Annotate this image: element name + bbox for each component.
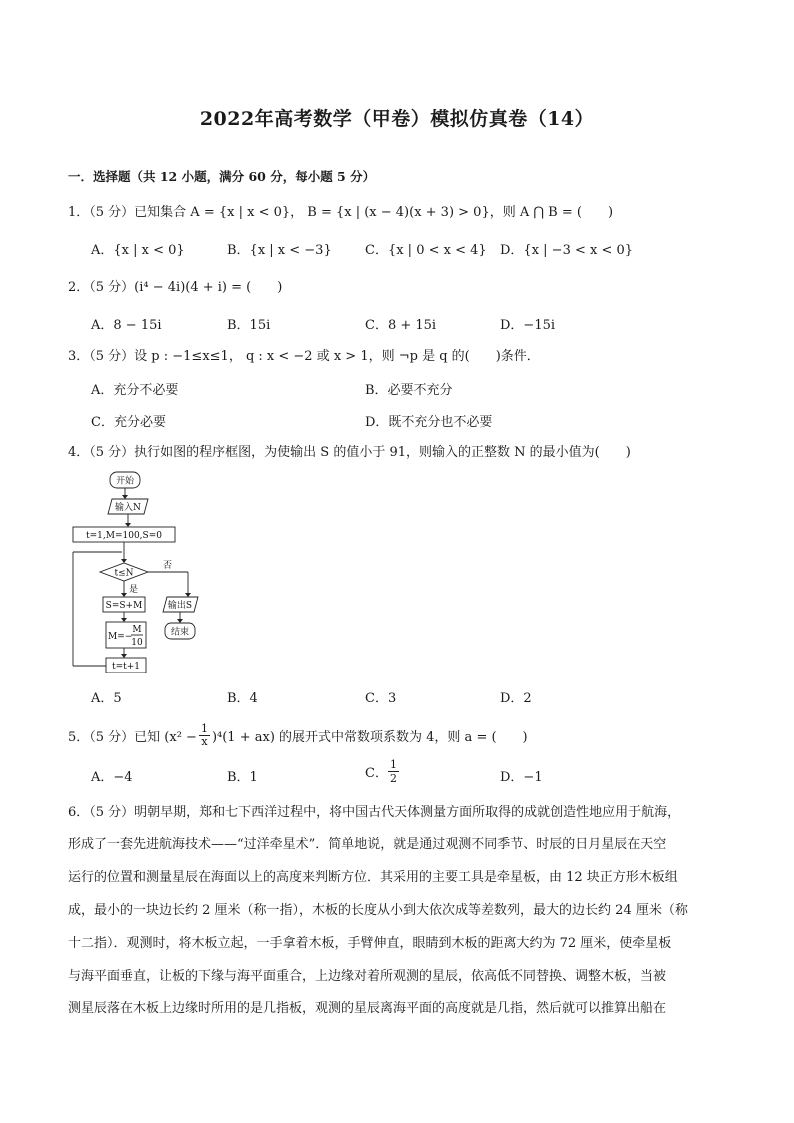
flowchart-step3-label: t=t+1: [111, 662, 141, 672]
flowchart-input-label: 输入N: [115, 503, 141, 513]
question-3-option-d: D．既不充分也不必要: [365, 415, 493, 430]
question-3-option-c: C．充分必要: [91, 415, 166, 430]
question-1-option-b: B．{x | x < −3}: [227, 243, 332, 258]
flowchart-init-label: t=1,M=100,S=0: [86, 531, 162, 541]
flowchart-decision-label: t≤N: [114, 568, 134, 579]
question-2-option-c: C．8 + 15i: [365, 318, 437, 333]
flowchart-no-label: 否: [163, 561, 173, 571]
question-3-stem: 3．（5 分）设 p : −1≤x≤1， q : x < −2 或 x > 1，则 ¬p 是 q 的( )条件．: [68, 349, 540, 364]
question-5-option-a: A．−4: [91, 770, 133, 785]
flowchart-output-label: 输出S: [167, 601, 193, 611]
flowchart-end-label: 结束: [170, 627, 190, 638]
question-2-option-d: D．−15i: [500, 318, 556, 333]
question-1-option-c: C．{x | 0 < x < 4}: [365, 243, 487, 258]
section-heading: 一．选择题（共 12 小题，满分 60 分，每小题 5 分）: [68, 169, 376, 184]
question-6-line-6: 与海平面垂直，让板的下缘与海平面重合，上边缘对着所观测的星辰，依高低不同替换、调整木板，当被: [68, 969, 667, 984]
question-5-option-c-den: 2: [389, 772, 397, 785]
flowchart-yes-label: 是: [129, 585, 139, 595]
question-1-option-d: D．{x | −3 < x < 0}: [500, 243, 634, 258]
question-6-line-5: 十二指）．观测时，将木板立起，一手拿着木板，手臂伸直，眼睛到木板的距离大约为 72 厘米，使牵星板: [68, 936, 672, 951]
question-4-option-d: D．2: [500, 691, 532, 706]
question-3-option-a: A．充分不必要: [91, 383, 179, 398]
question-1-stem: 1．（5 分）已知集合 A = {x | x < 0}， B = {x | (x − 4)(x + 3) > 0}，则 A ⋂ B = ( ): [68, 205, 614, 220]
question-5-fraction-den: x: [201, 735, 208, 748]
question-5-option-d: D．−1: [500, 770, 543, 785]
question-5-stem-part-b: )⁴(1 + ax) 的展开式中常数项系数为 4，则 a = ( ): [211, 730, 528, 745]
flowchart: [70, 468, 210, 673]
flowchart-step2-num: M: [132, 625, 142, 635]
question-2-stem: 2．（5 分）(i⁴ − 4i)(4 + i) = ( ): [68, 280, 283, 295]
question-1-option-a: A．{x | x < 0}: [91, 243, 185, 258]
question-5-option-c: [365, 758, 399, 785]
flowchart-step1-label: S=S+M: [105, 601, 143, 611]
question-6-line-7: 测星辰落在木板上边缘时所用的是几指板，观测的星辰离海平面的高度就是几指，然后就可以推算出船在: [68, 1001, 667, 1016]
question-4-stem: 4．（5 分）执行如图的程序框图，为使输出 S 的值小于 91，则输入的正整数 N 的最小值为( ): [68, 445, 631, 460]
question-5-stem: [68, 723, 528, 748]
question-6-line-4: 成，最小的一块边长约 2 厘米（称一指），木板的长度从小到大依次成等差数列，最大的边长约 24 厘米（称: [68, 903, 688, 918]
question-4-option-c: C．3: [365, 691, 397, 706]
question-5-option-c-letter: C．: [365, 766, 388, 781]
question-4-option-b: B．4: [227, 691, 258, 706]
page-title: 2022年高考数学（甲卷）模拟仿真卷（14）: [199, 108, 595, 130]
flowchart-step2-lhs: M=−: [108, 632, 133, 642]
question-6-line-2: 形成了一套先进航海技术——“过洋牵星术”．简单地说，就是通过观测不同季节、时辰的日月星辰在天空: [68, 837, 667, 852]
question-5-option-c-fraction: [388, 758, 399, 785]
question-5-stem-part-a: 5．（5 分）已知 (x² −: [68, 730, 197, 745]
question-5-fraction: [199, 723, 210, 748]
flowchart-start-label: 开始: [115, 476, 135, 487]
question-5-fraction-num: 1: [200, 722, 208, 735]
flowchart-step2-den: 10: [131, 638, 143, 648]
question-2-option-a: A．8 − 15i: [91, 318, 162, 333]
question-6-line-1: 6．（5 分）明朝早期，郑和七下西洋过程中，将中国古代天体测量方面所取得的成就创造性地应用于航海，: [68, 805, 681, 820]
question-5-option-c-num: 1: [389, 758, 397, 771]
question-5-option-b: B．1: [227, 770, 258, 785]
question-4-option-a: A．5: [91, 691, 122, 706]
question-2-option-b: B．15i: [227, 318, 271, 333]
question-3-option-b: B．必要不充分: [365, 383, 453, 398]
question-6-line-3: 运行的位置和测量星辰在海面以上的高度来判断方位．其采用的主要工具是牵星板，由 12 块正方形木板组: [68, 870, 678, 885]
